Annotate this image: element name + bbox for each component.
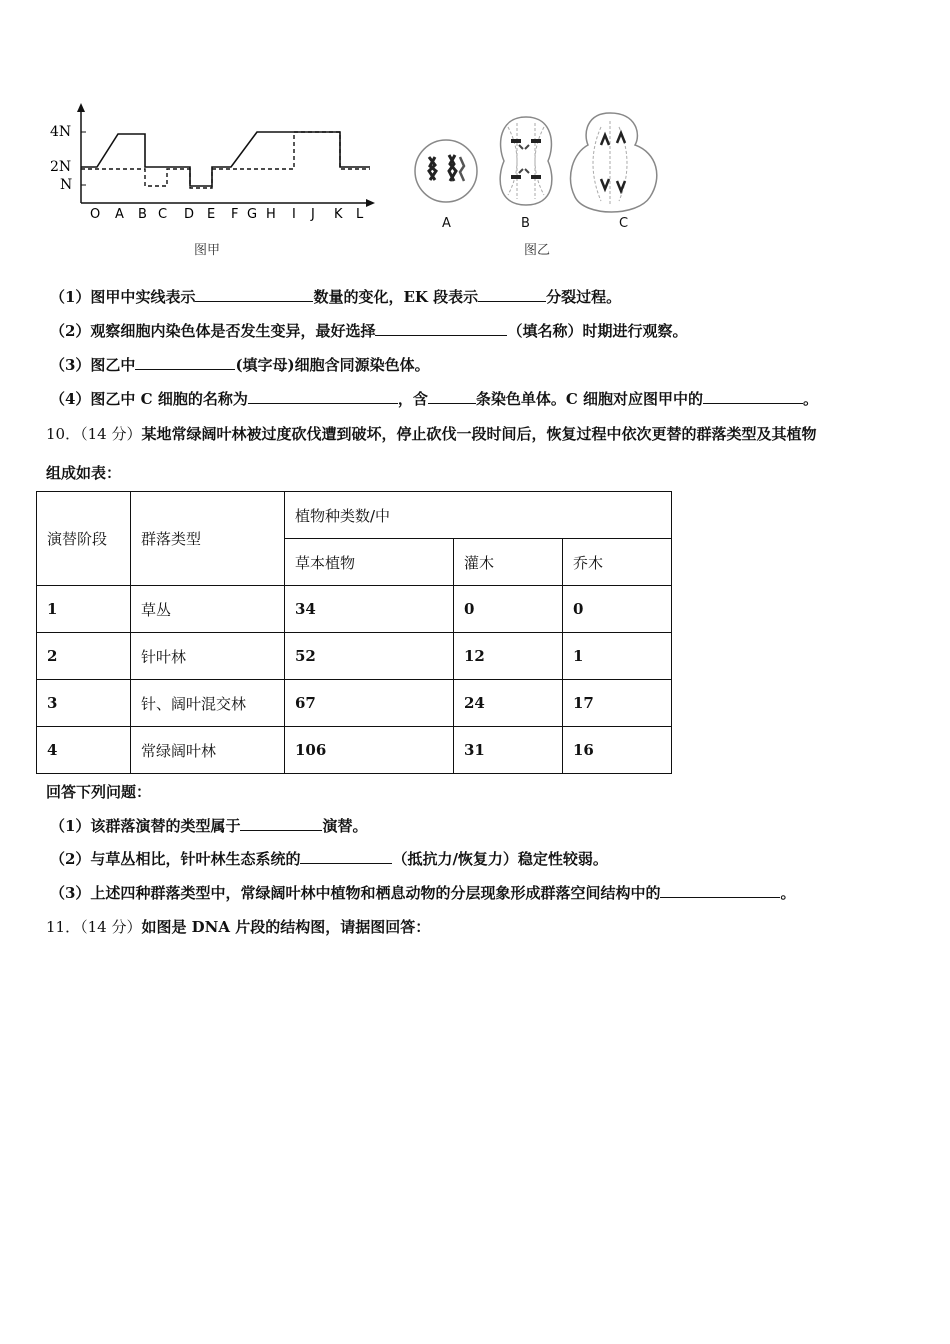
cell-a [415,140,477,202]
cell-tree: 1 [563,633,672,680]
cell-b [500,117,552,205]
cell-shrub: 31 [454,727,563,774]
q9-l1-blank-1[interactable] [195,287,313,302]
q9-l4-text-d: 。 [803,390,819,408]
cell-a-label: A [442,216,451,231]
x-label-h: H [266,207,276,222]
cell-type: 常绿阔叶林 [131,727,285,774]
x-axis-arrow [366,199,375,207]
x-label-d: D [184,207,195,222]
q9-line-1 [50,286,621,307]
figure-jia-caption: 图甲 [194,243,221,258]
q9-l1-text-c: 分裂过程。 [546,288,622,306]
q10-answer-prompt: 回答下列问题： [46,783,152,801]
q9-l4-blank-2[interactable] [428,389,476,404]
figure-yi-caption: 图乙 [524,243,551,258]
cell-herb: 106 [285,727,454,774]
x-label-o: O [90,207,101,222]
cell-shrub: 0 [454,586,563,633]
header-shrub: 灌木 [454,539,563,586]
figure-jia [50,100,380,260]
header-herb: 草本植物 [285,539,454,586]
q11-score: （14 分） [80,918,142,936]
cell-tree: 17 [563,680,672,727]
cell-b-label: B [521,216,530,231]
x-label-j: J [311,207,315,222]
q9-l1-text-b: 数量的变化，EK 段表示 [313,288,479,306]
q9-l4-text-b: ，含 [397,390,428,408]
x-label-c: C [158,207,168,222]
y-label-2n: 2N [50,159,72,175]
q10-l1-blank[interactable] [240,816,322,831]
figure-jia-svg [50,100,380,260]
x-label-k: K [334,207,343,222]
q11-stem-text: 如图是 DNA 片段的结构图，请据图回答： [141,918,431,936]
cell-stage: 1 [37,586,131,633]
q9-l3-blank[interactable] [135,355,235,370]
cell-shrub: 24 [454,680,563,727]
dashed-line [81,132,370,188]
cell-herb: 34 [285,586,454,633]
q10-number: 10． [46,425,81,443]
cell-shrub: 12 [454,633,563,680]
x-label-l: L [356,207,364,222]
q9-line-2 [50,320,687,341]
x-label-g: G [247,207,258,222]
q10-l3-blank[interactable] [660,883,780,898]
q10-stem-line-2: 组成如表： [46,464,122,482]
q10-l2-text-b: （抵抗力/恢复力）稳定性较弱。 [392,850,608,868]
x-label-e: E [207,207,216,222]
x-label-b: B [138,207,147,222]
table-row [37,727,672,774]
q9-l4-text-c: 条染色单体。C 细胞对应图甲中的 [475,390,704,408]
header-type: 群落类型 [131,492,285,586]
q9-l3-text-a: （3）图乙中 [50,356,136,374]
x-label-i: I [292,207,296,222]
q9-l4-text-a: （4）图乙中 C 细胞的名称为 [50,390,248,408]
q10-score: （14 分） [80,425,142,443]
q9-l3-text-b: (填字母)细胞含同源染色体。 [235,356,430,374]
q9-l2-text-a: （2）观察细胞内染色体是否发生变异，最好选择 [50,322,376,340]
cell-stage: 4 [37,727,131,774]
solid-line [81,132,370,186]
table-row [37,680,672,727]
q10-stem-line-1 [46,423,816,444]
q10-l3-text-a: （3）上述四种群落类型中，常绿阔叶林中植物和栖息动物的分层现象形成群落空间结构中的 [50,884,661,902]
x-label-f: F [231,207,239,222]
q10-line-3 [50,882,795,903]
table-row [37,633,672,680]
cell-c-label: C [619,216,629,231]
y-label-4n: 4N [50,124,72,140]
q9-l2-text-b: （填名称）时期进行观察。 [507,322,688,340]
q9-l1-text-a: （1）图甲中实线表示 [50,288,196,306]
header-tree: 乔木 [563,539,672,586]
q9-l1-blank-2[interactable] [478,287,546,302]
cell-type: 针叶林 [131,633,285,680]
q10-l1-text-b: 演替。 [322,817,368,835]
cell-herb: 52 [285,633,454,680]
cell-c [571,113,657,212]
cell-tree: 16 [563,727,672,774]
header-species: 植物种类数/中 [285,492,672,539]
q9-l2-blank[interactable] [375,321,507,336]
cell-herb: 67 [285,680,454,727]
q10-line-2 [50,848,608,869]
x-label-a: A [115,207,124,222]
succession-table [36,491,672,774]
q9-l4-blank-1[interactable] [248,389,398,404]
q9-line-4 [50,388,818,409]
q10-l2-text-a: （2）与草丛相比，针叶林生态系统的 [50,850,301,868]
table-header-row-1 [37,492,672,539]
cell-stage: 3 [37,680,131,727]
q10-l1-text-a: （1）该群落演替的类型属于 [50,817,241,835]
q9-l4-blank-3[interactable] [703,389,803,404]
table-row [37,586,672,633]
cell-type: 针、阔叶混交林 [131,680,285,727]
header-stage: 演替阶段 [37,492,131,586]
cell-stage: 2 [37,633,131,680]
q10-l2-blank[interactable] [300,849,392,864]
q9-line-3 [50,354,430,375]
cell-tree: 0 [563,586,672,633]
q11-stem [46,916,430,937]
q10-l3-text-b: 。 [780,884,796,902]
cell-type: 草丛 [131,586,285,633]
y-axis-arrow [77,103,85,112]
q11-number: 11． [46,918,81,936]
q10-line-1 [50,815,367,836]
q10-stem-1: 某地常绿阔叶林被过度砍伐遭到破坏，停止砍伐一段时间后，恢复过程中依次更替的群落类型及其植物 [141,425,817,443]
y-label-n: N [60,177,73,193]
